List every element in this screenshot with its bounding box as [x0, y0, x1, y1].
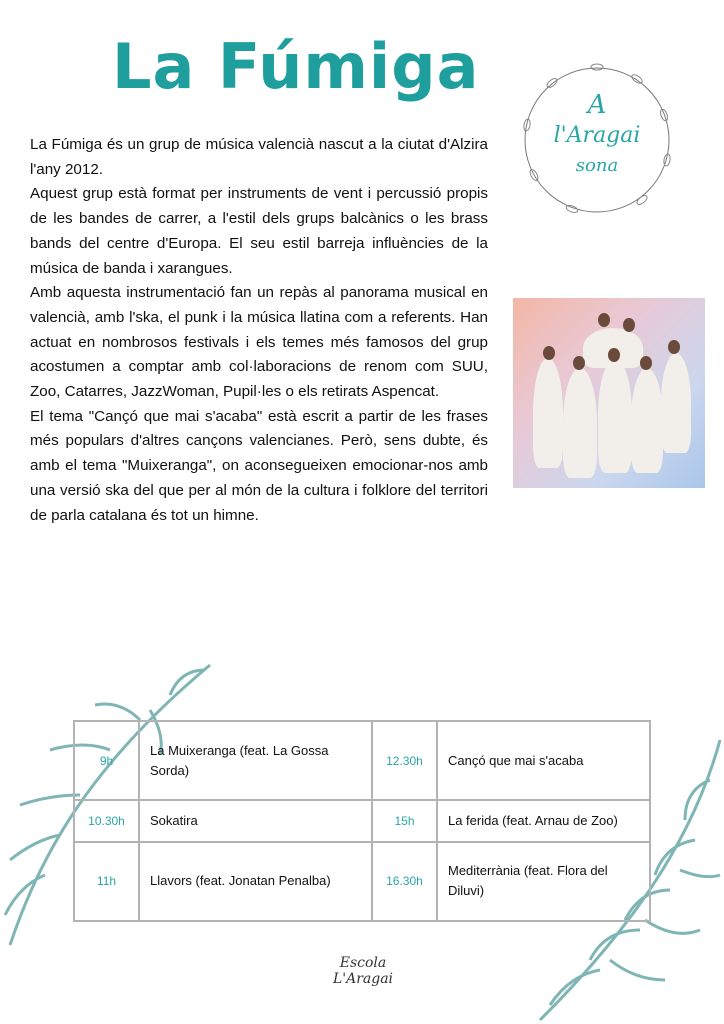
song-cell: Sokatira: [139, 800, 372, 842]
song-cell: Llavors (feat. Jonatan Penalba): [139, 842, 372, 921]
time-cell: 9h: [74, 721, 139, 800]
paragraph: La Fúmiga és un grup de música valencià nascut a la ciutat d'Alzira l'any 2012.: [30, 136, 488, 178]
time-cell: 11h: [74, 842, 139, 921]
aragai-sona-badge: A l'Aragai sona: [512, 55, 682, 225]
time-cell: 12.30h: [372, 721, 437, 800]
song-cell: Cançó que mai s'acaba: [437, 721, 650, 800]
page-title: La Fúmiga: [112, 30, 480, 103]
time-cell: 16.30h: [372, 842, 437, 921]
table-row: [74, 721, 650, 800]
time-cell: 15h: [372, 800, 437, 842]
time-cell: 10.30h: [74, 800, 139, 842]
paragraph: Amb aquesta instrumentació fan un repàs al panorama musical en valencià, amb l'ska, el punk i la música llatina com a referents. Han actuat en nombrosos festivals i els temes més famosos del grup acostumen a comptar amb col·laboracions de renom com SUU, Zoo, Catarres, JazzWoman, Pupil·les o els retirats Aspencat.: [30, 284, 488, 401]
paragraph: Aquest grup està format per instruments de vent i percussió propis de les bandes de carrer, a l'estil dels grups balcànics o les brass bands del centre d'Europa. El seu estil barreja influències de la música de banda i xarangues.: [30, 185, 488, 277]
description: [30, 133, 488, 528]
schedule-table: [73, 720, 651, 922]
song-cell: La Muixeranga (feat. La Gossa Sorda): [139, 721, 372, 800]
school-logo: Escola L'Aragai: [332, 955, 394, 987]
song-cell: La ferida (feat. Arnau de Zoo): [437, 800, 650, 842]
song-cell: Mediterrània (feat. Flora del Diluvi): [437, 842, 650, 921]
table-row: [74, 800, 650, 842]
band-photo: [513, 298, 705, 488]
table-row: [74, 842, 650, 921]
paragraph: El tema "Cançó que mai s'acaba" està escrit a partir de les frases més populars d'altres cançons valencianes. Però, sens dubte, és amb el tema "Muixeranga", on aconsegueixen emocionar-nos amb una versió ska del que per al món de la cultura i folklore del territori de parla catalana és tot un himne.: [30, 407, 488, 524]
